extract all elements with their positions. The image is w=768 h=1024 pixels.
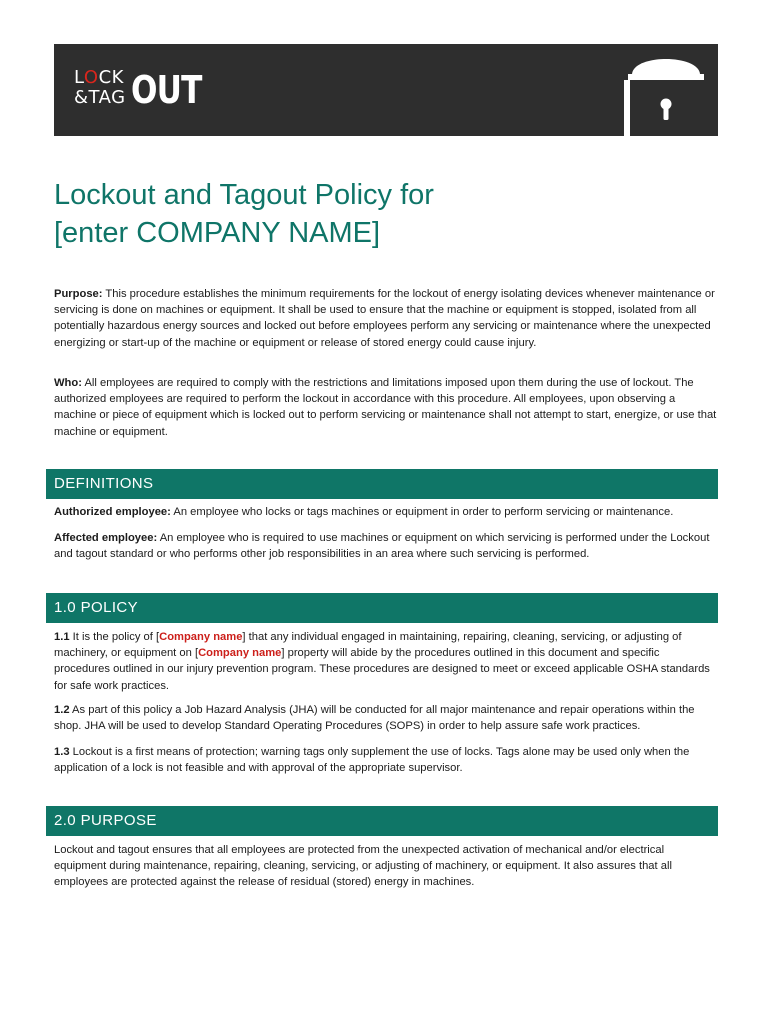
title-line-2: [enter COMPANY NAME] — [54, 217, 381, 249]
purpose-paragraph — [54, 286, 718, 351]
padlock-icon — [624, 44, 708, 136]
clause-number: 1.1 — [54, 631, 70, 643]
authorized-employee-definition — [54, 504, 718, 520]
company-name-placeholder: Company name — [198, 647, 282, 660]
purpose-section-heading — [46, 806, 718, 836]
logo-out: OUT — [131, 68, 202, 112]
policy-clause-1-1 — [54, 629, 718, 694]
logo-accent-o: O — [83, 67, 99, 88]
clause-number: 1.3 — [54, 746, 70, 758]
authorized-employee-label: Authorized employee: — [54, 506, 171, 518]
company-name-placeholder: Company name — [159, 631, 243, 643]
clause-text: It is the policy of [ — [69, 631, 160, 643]
affected-employee-text: An employee who is required to use machines or equipment on which servicing is performed under the Lockout and tagout standard or who performs other job responsibilities in an area where such servicing is performed. — [54, 532, 710, 561]
logo-letters-ck: CK — [98, 67, 124, 88]
who-label: Who: — [54, 377, 82, 389]
clause-text: ] property will abide by the procedures outlined in this document and specific procedures outlined in our injury prevention program. These procedures are designed to meet or exceed applicable OSHA standards for safe work practices. — [54, 647, 710, 692]
header-banner — [54, 44, 718, 136]
purpose-section-text: Lockout and tagout ensures that all employees are protected from the unexpected activation of mechanical and/or electrical equipment during maintenance, repairing, cleaning, servicing, or adjusting of machinery, or equipment. It also assures that all employees are protected against the release of residual (stored) energy in machines. — [54, 844, 672, 889]
policy-heading — [46, 593, 718, 623]
affected-employee-label: Affected employee: — [54, 532, 158, 544]
definitions-heading — [46, 469, 718, 499]
clause-text: As part of this policy a Job Hazard Analysis (JHA) will be conducted for all major maintenance and repair operations within the shop. JHA will be used to develop Standard Operating Procedures (SOPS) in order to help assure safe work practices. — [54, 704, 695, 733]
authorized-employee-text: An employee who locks or tags machines or equipment in order to perform servicing or maintenance. — [170, 506, 674, 518]
affected-employee-definition — [54, 530, 718, 562]
document-title — [54, 176, 714, 252]
policy-clause-1-2 — [54, 702, 718, 734]
clause-number: 1.2 — [54, 704, 70, 716]
clause-text: ] that any individual engaged in maintaining, repairing, cleaning, servicing, or adjusting of machinery, or equipment on [ — [54, 631, 682, 660]
logo-line2: &TAG — [74, 87, 126, 108]
who-text: All employees are required to comply with the restrictions and limitations imposed upon them during the use of lockout. The authorized employees are required to perform the lockout in accordance with this procedure. All employees, upon observing a machine or piece of equipment which is locked out to perform servicing or maintenance shall not attempt to start, energize, or use that machine or equipment. — [54, 377, 717, 438]
purpose-label: Purpose: — [54, 288, 103, 300]
clause-text: Lockout is a first means of protection; warning tags only supplement the use of locks. Tags alone may be used only when the application of a lock is not feasible and with approval of the appropriate supervisor. — [54, 746, 690, 775]
definitions-heading-text: DEFINITIONS — [54, 475, 154, 492]
policy-clause-1-3 — [54, 744, 718, 776]
who-paragraph — [54, 375, 718, 440]
purpose-section-heading-text: 2.0 PURPOSE — [54, 812, 157, 829]
logo-letter-l: L — [74, 67, 84, 88]
purpose-text: This procedure establishes the minimum requirements for the lockout of energy isolating devices whenever maintenance or servicing is done on machines or equipment. It shall be used to ensure that the machine or equipment is stopped, isolated from all potentially hazardous energy sources and locked out before employees perform any servicing or maintenance where the unexpected energizing or start-up of the machine or equipment or release of stored energy could cause injury. — [54, 288, 715, 349]
logo-line1 — [74, 68, 124, 87]
policy-heading-text: 1.0 POLICY — [54, 599, 139, 616]
title-line-1: Lockout and Tagout Policy for — [54, 179, 434, 211]
